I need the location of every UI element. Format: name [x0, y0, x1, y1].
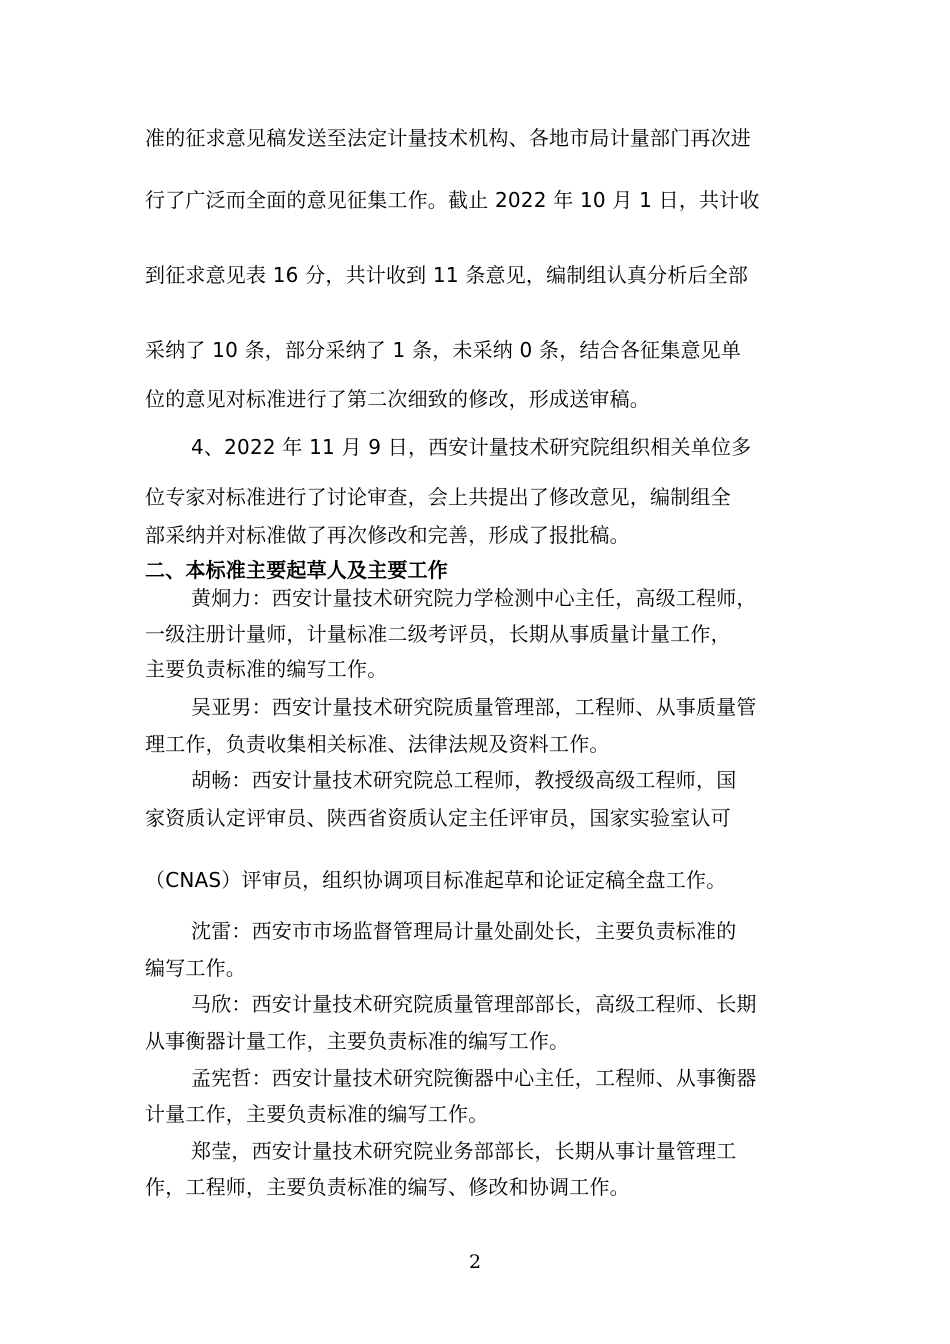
paragraph-line: 作，工程师，主要负责标准的编写、修改和协调工作。 — [145, 1175, 630, 1199]
paragraph-line: 家资质认定评审员、陕西省资质认定主任评审员，国家实验室认可 — [145, 806, 731, 830]
paragraph-line: 理工作，负责收集相关标准、法律法规及资料工作。 — [145, 732, 610, 756]
paragraph-line: 位的意见对标准进行了第二次细致的修改，形成送审稿。 — [145, 387, 650, 411]
paragraph-line: 部采纳并对标准做了再次修改和完善，形成了报批稿。 — [145, 523, 630, 547]
paragraph-line: 黄炯力：西安计量技术研究院力学检测中心主任，高级工程师， — [191, 586, 757, 610]
paragraph-line: （CNAS）评审员，组织协调项目标准起草和论证定稿全盘工作。 — [145, 868, 727, 892]
paragraph-line: 吴亚男：西安计量技术研究院质量管理部，工程师、从事质量管 — [191, 695, 757, 719]
paragraph-line: 马欣：西安计量技术研究院质量管理部部长，高级工程师、长期 — [191, 992, 757, 1016]
paragraph-line: 到征求意见表 16 分，共计收到 11 条意见，编制组认真分析后全部 — [145, 263, 749, 287]
paragraph-line: 一级注册计量师，计量标准二级考评员，长期从事质量计量工作， — [145, 622, 731, 646]
page-number: 2 — [468, 1251, 482, 1273]
paragraph-line: 计量工作，主要负责标准的编写工作。 — [145, 1102, 489, 1126]
paragraph-line: 4、2022 年 11 月 9 日，西安计量技术研究院组织相关单位多 — [191, 435, 752, 459]
paragraph-line: 孟宪哲：西安计量技术研究院衡器中心主任，工程师、从事衡器 — [191, 1066, 757, 1090]
paragraph-line: 沈雷：西安市市场监督管理局计量处副处长，主要负责标准的 — [191, 919, 737, 943]
section-heading: 二、本标准主要起草人及主要工作 — [145, 558, 448, 582]
paragraph-line: 郑莹，西安计量技术研究院业务部部长，长期从事计量管理工 — [191, 1139, 737, 1163]
paragraph-line: 行了广泛而全面的意见征集工作。截止 2022 年 10 月 1 日，共计收 — [145, 188, 760, 212]
paragraph-line: 采纳了 10 条，部分采纳了 1 条，未采纳 0 条，结合各征集意见单 — [145, 338, 742, 362]
paragraph-line: 胡畅：西安计量技术研究院总工程师，教授级高级工程师，国 — [191, 768, 737, 792]
paragraph-line: 主要负责标准的编写工作。 — [145, 657, 388, 681]
paragraph-line: 编写工作。 — [145, 956, 246, 980]
paragraph-line: 准的征求意见稿发送至法定计量技术机构、各地市局计量部门再次进 — [145, 126, 751, 150]
paragraph-line: 从事衡器计量工作，主要负责标准的编写工作。 — [145, 1029, 570, 1053]
paragraph-line: 位专家对标准进行了讨论审查，会上共提出了修改意见，编制组全 — [145, 485, 731, 509]
